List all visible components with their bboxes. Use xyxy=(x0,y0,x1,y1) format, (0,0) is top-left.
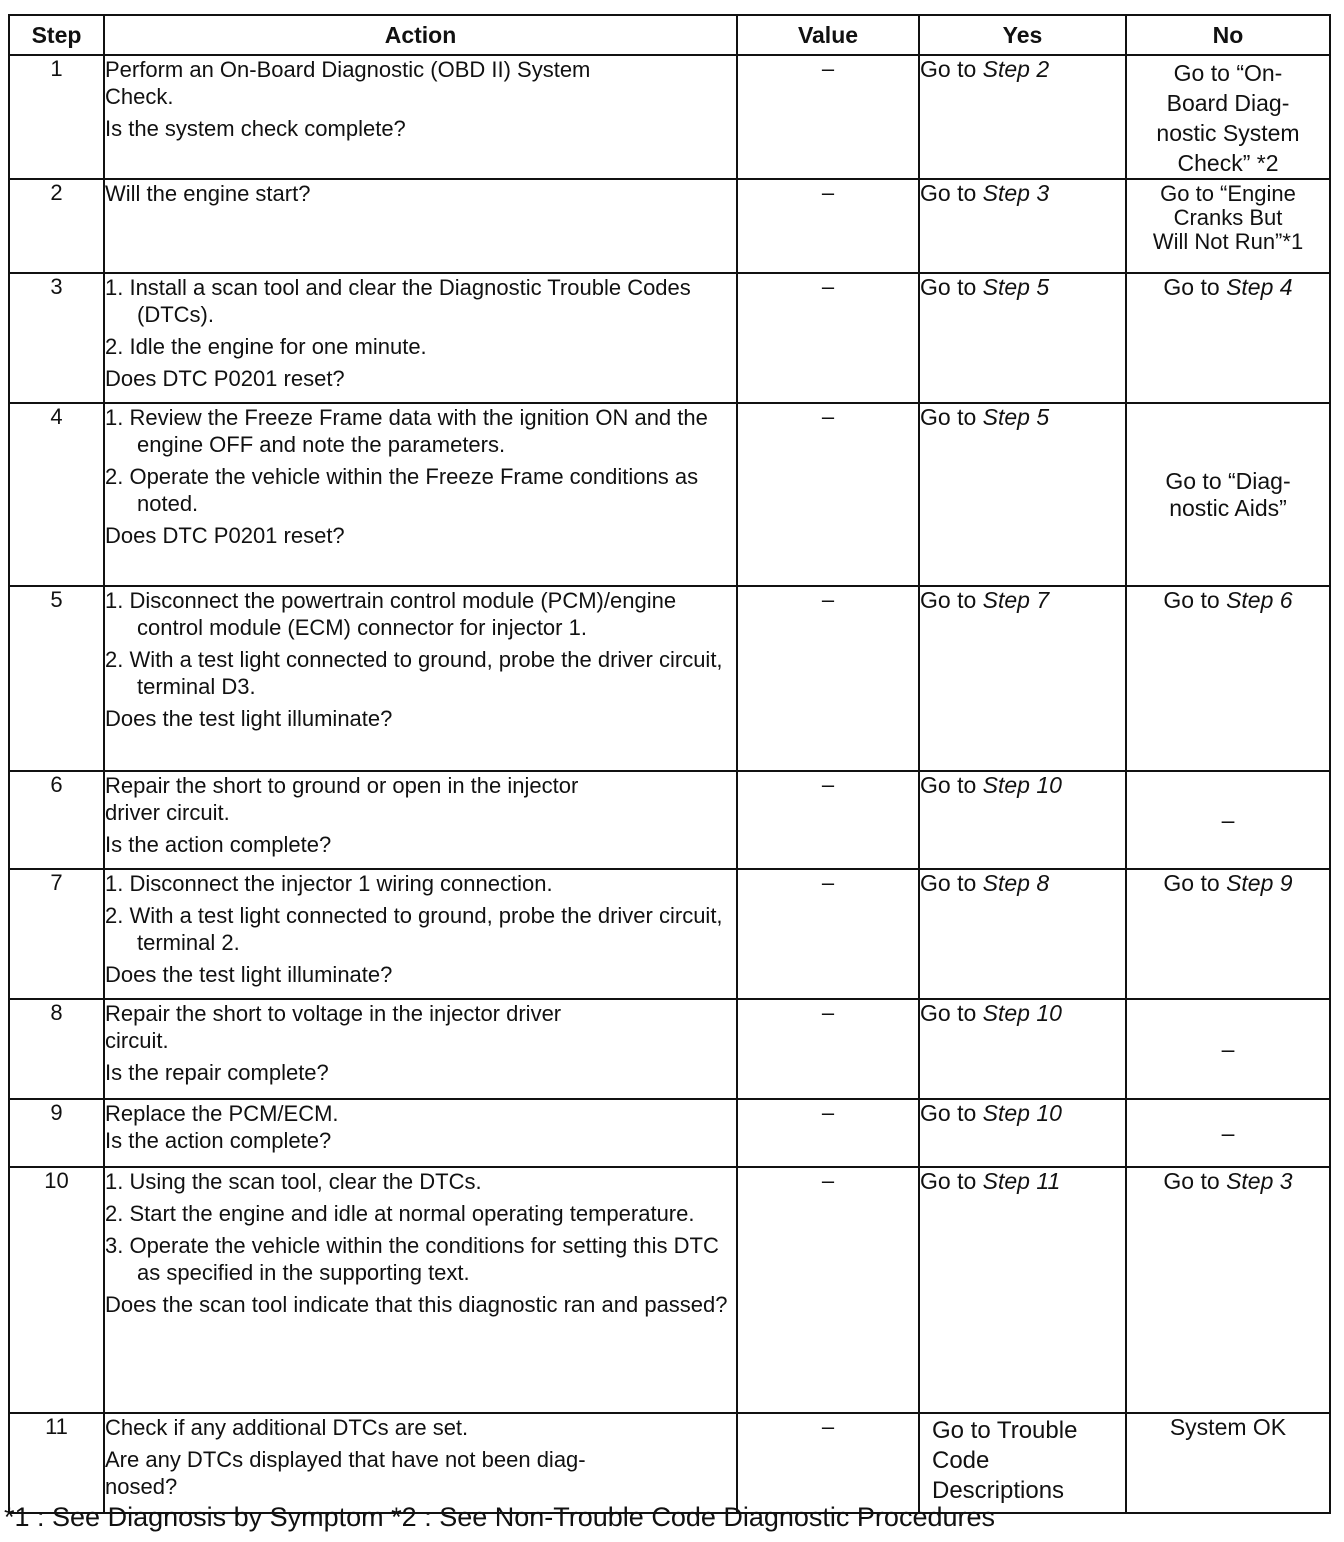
yes-text: Go to xyxy=(920,587,983,613)
action-question: Are any DTCs displayed that have not been diag- xyxy=(105,1447,586,1472)
no-cell xyxy=(1126,1167,1330,1413)
no-cell xyxy=(1126,869,1330,999)
action-cell xyxy=(104,179,737,273)
yes-text: Go to xyxy=(920,1100,983,1126)
header-action: Action xyxy=(104,15,737,55)
yes-cell xyxy=(919,273,1126,403)
no-cell: System OK xyxy=(1126,1413,1330,1513)
action-question: Does the test light illuminate? xyxy=(105,962,393,987)
yes-text: Go to xyxy=(920,870,983,896)
action-question: Is the system check complete? xyxy=(105,116,406,141)
action-cell xyxy=(104,55,737,179)
no-text[interactable]: nostic Aids” xyxy=(1169,494,1287,521)
table-row xyxy=(9,869,1330,999)
action-cell xyxy=(104,403,737,586)
action-cell xyxy=(104,869,737,999)
action-step-item: 2. Idle the engine for one minute. xyxy=(105,334,427,359)
no-text[interactable]: Board Diag- xyxy=(1166,90,1290,116)
action-cell xyxy=(104,586,737,771)
action-question: Does DTC P0201 reset? xyxy=(105,366,345,391)
action-question: Does the test light illuminate? xyxy=(105,706,393,731)
action-text: Repair the short to voltage in the injector driver xyxy=(105,1001,562,1026)
no-text[interactable]: Cranks But xyxy=(1173,205,1283,230)
value-cell: – xyxy=(737,1167,919,1413)
table-row xyxy=(9,273,1330,403)
yes-cell xyxy=(919,999,1126,1099)
step-number: 5 xyxy=(9,586,104,771)
no-cell: – xyxy=(1126,771,1330,869)
value-cell: – xyxy=(737,869,919,999)
step-number: 4 xyxy=(9,403,104,586)
value-cell: – xyxy=(737,1099,919,1167)
yes-cell xyxy=(919,403,1126,586)
header-yes: Yes xyxy=(919,15,1126,55)
header-no: No xyxy=(1126,15,1330,55)
value-cell: – xyxy=(737,586,919,771)
yes-step-link[interactable]: Step 7 xyxy=(982,587,1050,613)
yes-text[interactable]: Go to Trouble xyxy=(932,1417,1078,1444)
no-text[interactable]: Go to “Engine xyxy=(1160,181,1296,206)
yes-step-link[interactable]: Step 2 xyxy=(982,56,1050,82)
yes-text[interactable]: Descriptions xyxy=(932,1477,1065,1504)
no-cell xyxy=(1126,586,1330,771)
action-text: Replace the PCM/ECM. xyxy=(105,1101,339,1126)
no-cell xyxy=(1126,179,1330,273)
step-number: 11 xyxy=(9,1413,104,1513)
no-cell: – xyxy=(1126,1099,1330,1167)
action-text: circuit. xyxy=(105,1028,169,1053)
yes-text: Go to xyxy=(920,56,983,82)
table-row xyxy=(9,771,1330,869)
yes-cell xyxy=(919,1413,1126,1513)
table-row xyxy=(9,403,1330,586)
table-row xyxy=(9,1167,1330,1413)
table-row xyxy=(9,586,1330,771)
action-cell xyxy=(104,273,737,403)
table-row xyxy=(9,55,1330,179)
action-question: Is the repair complete? xyxy=(105,1060,329,1085)
action-step-item: 2. With a test light connected to ground, probe the driver circuit, terminal 2. xyxy=(105,903,723,955)
action-cell xyxy=(104,1167,737,1413)
no-cell xyxy=(1126,55,1330,179)
action-text: Check if any additional DTCs are set. xyxy=(105,1415,469,1440)
no-step-link[interactable]: Step 4 xyxy=(1226,274,1293,300)
yes-text: Go to xyxy=(920,1000,983,1026)
action-step-item: 1. Install a scan tool and clear the Diagnostic Trouble Codes (DTCs). xyxy=(105,275,691,327)
yes-step-link[interactable]: Step 11 xyxy=(982,1168,1061,1194)
yes-step-link[interactable]: Step 3 xyxy=(982,180,1050,206)
yes-step-link[interactable]: Step 5 xyxy=(982,404,1050,430)
yes-cell xyxy=(919,586,1126,771)
yes-step-link[interactable]: Step 5 xyxy=(982,274,1050,300)
header-step: Step xyxy=(9,15,104,55)
step-number: 7 xyxy=(9,869,104,999)
no-text: Go to xyxy=(1163,274,1227,300)
yes-cell xyxy=(919,771,1126,869)
no-step-link[interactable]: Step 3 xyxy=(1226,1168,1293,1194)
yes-text: Go to xyxy=(920,772,983,798)
yes-cell xyxy=(919,869,1126,999)
no-text[interactable]: Go to “On- xyxy=(1173,60,1283,86)
yes-text[interactable]: Code xyxy=(932,1447,990,1474)
yes-text: Go to xyxy=(920,404,983,430)
action-question: Is the action complete? xyxy=(105,832,332,857)
action-step-item: 2. Start the engine and idle at normal operating temperature. xyxy=(105,1201,695,1226)
value-cell: – xyxy=(737,771,919,869)
action-step-item: 1. Disconnect the injector 1 wiring connection. xyxy=(105,871,553,896)
yes-step-link[interactable]: Step 10 xyxy=(982,1000,1062,1026)
table-row xyxy=(9,999,1330,1099)
yes-text: Go to xyxy=(920,180,983,206)
step-number: 10 xyxy=(9,1167,104,1413)
action-text: driver circuit. xyxy=(105,800,230,825)
no-text: Go to xyxy=(1163,587,1227,613)
yes-cell xyxy=(919,1167,1126,1413)
yes-step-link[interactable]: Step 8 xyxy=(982,870,1050,896)
no-step-link[interactable]: Step 9 xyxy=(1226,870,1293,896)
action-cell xyxy=(104,1099,737,1167)
action-cell xyxy=(104,771,737,869)
no-cell: – xyxy=(1126,999,1330,1099)
value-cell: – xyxy=(737,179,919,273)
yes-cell xyxy=(919,55,1126,179)
action-step-item: 1. Review the Freeze Frame data with the ignition ON and the engine OFF and note the parameters. xyxy=(105,405,708,457)
yes-text: Go to xyxy=(920,1168,983,1194)
value-cell: – xyxy=(737,403,919,586)
no-text[interactable]: Go to “Diag- xyxy=(1165,467,1291,494)
action-step-item: 2. Operate the vehicle within the Freeze Frame conditions as noted. xyxy=(105,464,699,516)
table-row xyxy=(9,1413,1330,1513)
yes-step-link[interactable]: Step 10 xyxy=(982,1100,1062,1126)
action-question: Is the action complete? xyxy=(105,1128,332,1153)
value-cell: – xyxy=(737,999,919,1099)
no-cell xyxy=(1126,403,1330,586)
action-step-item: 1. Using the scan tool, clear the DTCs. xyxy=(105,1169,482,1194)
no-text: Go to xyxy=(1163,1168,1227,1194)
action-question: Does DTC P0201 reset? xyxy=(105,523,345,548)
step-number: 6 xyxy=(9,771,104,869)
no-text[interactable]: Check” *2 xyxy=(1177,150,1279,176)
action-step-item: 2. With a test light connected to ground, probe the driver circuit, terminal D3. xyxy=(105,647,723,699)
yes-step-link[interactable]: Step 10 xyxy=(982,772,1062,798)
no-cell xyxy=(1126,273,1330,403)
step-number: 3 xyxy=(9,273,104,403)
no-step-link[interactable]: Step 6 xyxy=(1226,587,1293,613)
no-text[interactable]: Will Not Run”*1 xyxy=(1152,229,1304,254)
diagnostic-table xyxy=(8,14,1331,1514)
action-question: Does the scan tool indicate that this diagnostic ran and passed? xyxy=(105,1292,728,1317)
yes-cell xyxy=(919,179,1126,273)
table-header-row xyxy=(9,15,1330,55)
action-question: Will the engine start? xyxy=(105,181,311,206)
no-text[interactable]: nostic System xyxy=(1156,120,1300,146)
action-cell xyxy=(104,1413,737,1513)
table-row xyxy=(9,179,1330,273)
step-number: 1 xyxy=(9,55,104,179)
header-value: Value xyxy=(737,15,919,55)
yes-cell xyxy=(919,1099,1126,1167)
value-cell: – xyxy=(737,273,919,403)
action-cell xyxy=(104,999,737,1099)
action-text: Perform an On-Board Diagnostic (OBD II) System xyxy=(105,57,591,82)
step-number: 9 xyxy=(9,1099,104,1167)
no-text: Go to xyxy=(1163,870,1227,896)
action-text: Check. xyxy=(105,84,174,109)
table-row xyxy=(9,1099,1330,1167)
action-step-item: 3. Operate the vehicle within the conditions for setting this DTC as specified in the supporting text. xyxy=(105,1233,719,1285)
footnote: *1 : See Diagnosis by Symptom *2 : See Non-Trouble Code Diagnostic Procedures xyxy=(4,1502,995,1532)
value-cell: – xyxy=(737,1413,919,1513)
action-text: Repair the short to ground or open in the injector xyxy=(105,773,579,798)
step-number: 8 xyxy=(9,999,104,1099)
yes-text: Go to xyxy=(920,274,983,300)
action-question: nosed? xyxy=(105,1474,178,1499)
action-step-item: 1. Disconnect the powertrain control module (PCM)/engine control module (ECM) connector for injector 1. xyxy=(105,588,677,640)
value-cell: – xyxy=(737,55,919,179)
step-number: 2 xyxy=(9,179,104,273)
